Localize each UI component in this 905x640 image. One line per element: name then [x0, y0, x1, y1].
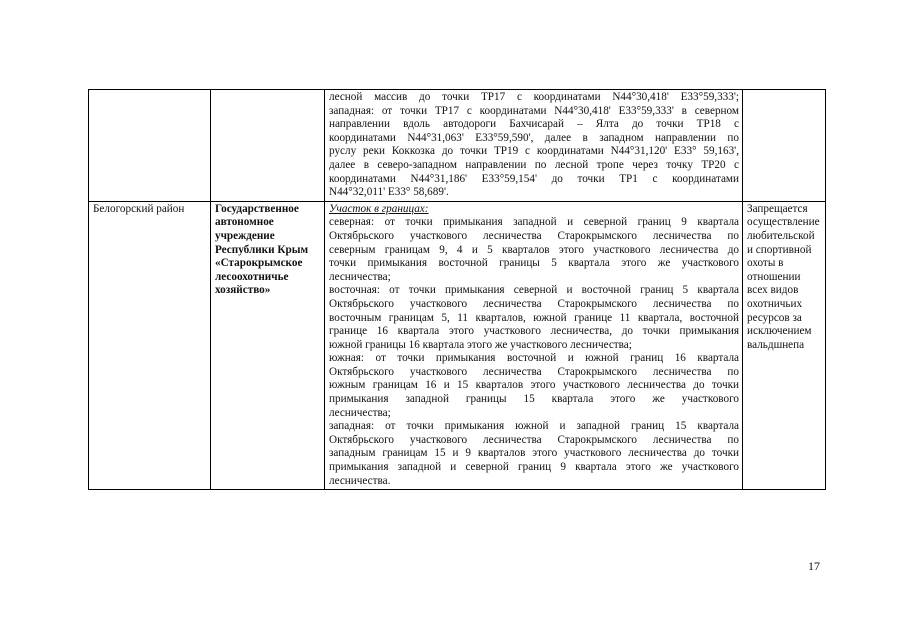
description-line: западная: от точки примыкания южной и западной границ 15 квартала [329, 420, 739, 433]
description-line: Октябрьского участкового лесничества Старокрымского лесничества по [329, 229, 739, 242]
organization-line: автономное [215, 216, 274, 229]
description-line: N44°32,011' E33° 58,689'. [329, 186, 449, 199]
district-cell [89, 90, 211, 202]
restriction-line: осуществление [747, 216, 820, 229]
description-line: лесной массив до точки ТР17 с координатами N44°30,418' E33°59,333'; [329, 91, 739, 103]
restriction-line: охоты в [747, 257, 784, 270]
table-row-continuation [89, 90, 826, 202]
description-line: направлении вдоль автодороги Бахчисарай – Ялта до точки ТР18 с [329, 118, 739, 131]
organization-line: Государственное [215, 202, 299, 215]
description-line: лесничества; [329, 406, 391, 419]
description-line: западная: от точки ТР17 с координатами N44°30,418' E33°59,333' в северном [329, 104, 739, 117]
organization-cell [211, 201, 325, 489]
restriction-line: и спортивной [747, 243, 812, 256]
description-line: южной границы 16 квартала этого же участкового лесничества; [329, 338, 632, 351]
table-row-belogorsk [89, 201, 826, 489]
organization-line: лесоохотничье [215, 270, 289, 283]
description-line: лесничества; [329, 270, 391, 283]
description-line: координатами N44°31,186' E33°59,154' до точки ТР1 с координатами [329, 172, 739, 185]
description-line: руслу реки Коккозка до точки ТР19 с координатами N44°31,120' E33° 59,163', [329, 145, 739, 158]
description-line: точки примыкания восточной границы 5 квартала этого же участкового [329, 257, 739, 270]
description-line: северная: от точки примыкания западной и северной границ 9 квартала [329, 216, 739, 229]
description-line: примыкания западной и северной границ 9 квартала этого же участкового [329, 461, 739, 474]
restriction-line: ресурсов за [747, 311, 802, 324]
description-line: восточная: от точки примыкания северной и восточной границ 5 квартала [329, 284, 739, 297]
restriction-line: Запрещается [747, 202, 808, 215]
section-heading: Участок в границах: [329, 202, 429, 215]
boundary-description-cell [325, 201, 743, 489]
description-line: Октябрьского участкового лесничества Старокрымского лесничества по [329, 297, 739, 310]
restrictions-cell [743, 201, 826, 489]
restriction-line: исключением [747, 325, 812, 338]
restriction-line: любительской [747, 229, 815, 242]
description-line: восточным границам 5, 11 кварталов, южной границе 11 квартала, восточной [329, 311, 739, 324]
organization-line: хозяйство» [215, 284, 271, 297]
restriction-line: охотничьих [747, 297, 803, 310]
description-line: Октябрьского участкового лесничества Старокрымского лесничества по [329, 433, 739, 446]
description-line: Октябрьского участкового лесничества Старокрымского лесничества по [329, 365, 739, 378]
description-line: северным границам 9, 4 и 5 кварталов этого участкового лесничества до [329, 243, 739, 256]
organization-line: учреждение [215, 229, 275, 242]
restriction-line: всех видов [747, 284, 799, 297]
description-line: лесничества. [329, 474, 391, 487]
description-line: западным границам 15 и 9 кварталов этого участкового лесничества до точки [329, 447, 739, 460]
description-line: границе 16 квартала этого участкового лесничества, до точки примыкания [329, 325, 739, 338]
restriction-line: отношении [747, 270, 801, 283]
page-number: 17 [808, 559, 820, 573]
restrictions-cell [743, 90, 826, 202]
organization-line: «Старокрымское [215, 257, 303, 270]
organization-line: Республики Крым [215, 243, 309, 256]
district-cell: Белогорский район [89, 201, 211, 489]
description-line: южным границам 16 и 15 кварталов этого участкового лесничества до точки [329, 379, 739, 392]
hunting-grounds-table [88, 89, 826, 490]
description-line: координатами N44°31,063' E33°59,590', далее в западном направлении по [329, 131, 739, 144]
description-line: далее в северо-западном направлении по лесной тропе через точку ТР20 с [329, 158, 739, 171]
description-line: южная: от точки примыкания восточной и южной границ 16 квартала [329, 352, 739, 365]
restriction-line: вальдшнепа [747, 338, 805, 351]
boundary-description-cell [325, 90, 743, 202]
organization-cell [211, 90, 325, 202]
description-line: примыкания западной границы 15 квартала этого же участкового [329, 393, 739, 406]
